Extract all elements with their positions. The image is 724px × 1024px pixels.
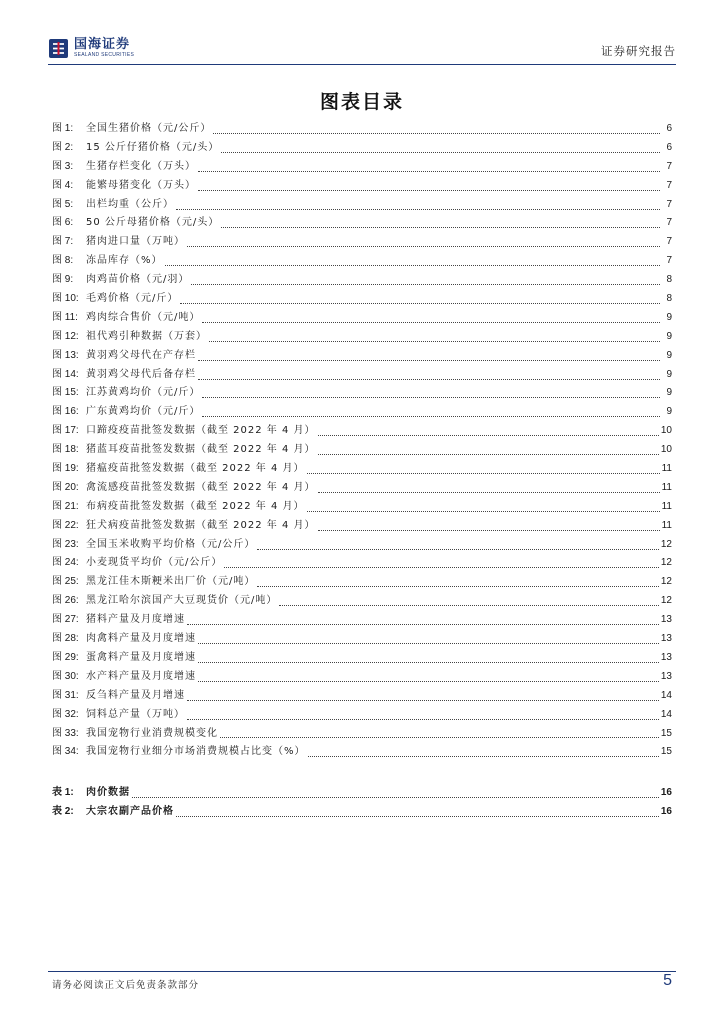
figure-entry[interactable] (52, 403, 672, 422)
entry-page-number: 14 (660, 689, 672, 701)
entry-number: 图 7: (52, 236, 74, 248)
figure-entry[interactable] (52, 743, 672, 762)
dot-leader (209, 341, 660, 342)
figure-entry[interactable] (52, 460, 672, 479)
entry-page-number: 7 (666, 179, 672, 191)
dot-leader (307, 511, 660, 512)
entry-title: 能繁母猪变化（万头） (86, 179, 196, 191)
entry-page-number: 15 (660, 746, 672, 758)
logo-en-text: SEALAND SECURITIES (74, 52, 135, 58)
figure-entry[interactable] (52, 196, 672, 215)
entry-number: 图 33: (52, 727, 79, 739)
entry-page-number: 10 (660, 425, 672, 437)
entry-page-number: 15 (660, 727, 672, 739)
dot-leader (180, 303, 660, 304)
figure-entry[interactable] (52, 366, 672, 385)
entry-title: 蛋禽料产量及月度增速 (86, 651, 196, 663)
entry-page-number: 6 (666, 141, 672, 153)
dot-leader (198, 379, 660, 380)
figure-entry[interactable] (52, 422, 672, 441)
entry-title: 反刍料产量及月增速 (86, 689, 185, 701)
entry-number: 图 15: (52, 387, 79, 399)
dot-leader (318, 435, 659, 436)
dot-leader (202, 322, 660, 323)
entry-number: 图 19: (52, 463, 79, 475)
figure-entry[interactable] (52, 290, 672, 309)
entry-title: 猪肉进口量（万吨） (86, 236, 185, 248)
entry-number: 图 6: (52, 217, 74, 229)
entry-title: 祖代鸡引种数据（万套） (86, 330, 207, 342)
dot-leader (191, 284, 660, 285)
figure-entry[interactable] (52, 347, 672, 366)
entry-number: 图 17: (52, 425, 79, 437)
figure-entry[interactable] (52, 252, 672, 271)
entry-page-number: 8 (666, 274, 672, 286)
entry-title: 15 公斤仔猪价格（元/头） (86, 141, 220, 153)
entry-number: 图 13: (52, 349, 79, 361)
dot-leader (202, 397, 660, 398)
entry-title: 黑龙江佳木斯粳米出厂价（元/吨） (86, 576, 256, 588)
entry-title: 黄羽鸡父母代后备存栏 (86, 368, 196, 380)
figure-entry[interactable] (52, 573, 672, 592)
figure-entry[interactable] (52, 177, 672, 196)
dot-leader (187, 624, 659, 625)
dot-leader (318, 530, 660, 531)
entry-number: 图 5: (52, 198, 74, 210)
entry-number: 图 31: (52, 689, 79, 701)
entry-title: 全国玉米收购平均价格（元/公斤） (86, 538, 256, 550)
entry-title: 毛鸡价格（元/斤） (86, 293, 179, 305)
dot-leader (132, 797, 659, 798)
entry-number: 图 21: (52, 500, 79, 512)
dot-leader (176, 816, 659, 817)
figure-entry[interactable] (52, 384, 672, 403)
entry-page-number: 11 (661, 500, 672, 512)
entry-title: 禽流感疫苗批签发数据（截至 2022 年 4 月） (86, 481, 316, 493)
entry-title: 饲料总产量（万吨） (86, 708, 185, 720)
entry-title: 水产料产量及月度增速 (86, 670, 196, 682)
dot-leader (220, 737, 659, 738)
entry-page-number: 12 (660, 576, 672, 588)
figure-entry[interactable] (52, 592, 672, 611)
dot-leader (187, 719, 659, 720)
entry-page-number: 9 (666, 311, 672, 323)
figure-entry[interactable] (52, 233, 672, 252)
entry-number: 图 10: (52, 293, 79, 305)
entry-page-number: 12 (660, 538, 672, 550)
entry-page-number: 7 (666, 255, 672, 267)
dot-leader (224, 567, 659, 568)
entry-page-number: 9 (666, 387, 672, 399)
figure-entry[interactable] (52, 309, 672, 328)
figure-entry[interactable] (52, 668, 672, 687)
entry-number: 图 29: (52, 651, 79, 663)
entry-title: 肉鸡苗价格（元/羽） (86, 274, 190, 286)
entry-number: 图 2: (52, 141, 74, 153)
figure-entry[interactable] (52, 706, 672, 725)
entry-page-number: 9 (666, 406, 672, 418)
dot-leader (165, 265, 660, 266)
figure-entry[interactable] (52, 139, 672, 158)
figure-entry[interactable] (52, 120, 672, 139)
entry-page-number: 9 (666, 330, 672, 342)
entry-number: 图 24: (52, 557, 79, 569)
dot-leader (308, 756, 659, 757)
dot-leader (198, 171, 660, 172)
entry-title: 肉禽料产量及月度增速 (86, 633, 196, 645)
entry-number: 图 3: (52, 160, 74, 172)
entry-page-number: 11 (661, 463, 672, 475)
entry-title: 出栏均重（公斤） (86, 198, 174, 210)
dot-leader (257, 586, 659, 587)
entry-number: 图 20: (52, 481, 79, 493)
dot-leader (213, 133, 660, 134)
entry-page-number: 9 (666, 349, 672, 361)
table-entry[interactable] (52, 784, 672, 803)
entry-title: 猪料产量及月度增速 (86, 614, 185, 626)
entry-title: 冻品库存（%） (86, 255, 163, 267)
entry-number: 图 8: (52, 255, 74, 267)
entry-number: 图 11: (52, 311, 78, 323)
dot-leader (176, 209, 660, 210)
figure-entry[interactable] (52, 158, 672, 177)
dot-leader (198, 360, 660, 361)
entry-number: 图 26: (52, 595, 79, 607)
figure-entry[interactable] (52, 214, 672, 233)
entry-title: 大宗农副产品价格 (86, 805, 174, 817)
entry-title: 小麦现货平均价（元/公斤） (86, 557, 223, 569)
entry-number: 图 27: (52, 614, 79, 626)
entry-page-number: 12 (660, 557, 672, 569)
entry-title: 肉价数据 (86, 787, 130, 798)
entry-number: 图 18: (52, 444, 79, 456)
entry-page-number: 7 (666, 217, 672, 229)
figure-entry[interactable] (52, 328, 672, 347)
figure-entry[interactable] (52, 649, 672, 668)
entry-number: 图 34: (52, 746, 79, 758)
dot-leader (257, 549, 659, 550)
dot-leader (307, 473, 660, 474)
entry-page-number: 7 (666, 160, 672, 172)
figure-entry[interactable] (52, 687, 672, 706)
entry-title: 猪蓝耳疫苗批签发数据（截至 2022 年 4 月） (86, 444, 316, 456)
entry-title: 猪瘟疫苗批签发数据（截至 2022 年 4 月） (86, 463, 305, 475)
entry-number: 表 1: (52, 787, 74, 798)
entry-number: 图 23: (52, 538, 79, 550)
figure-entry[interactable] (52, 536, 672, 555)
entry-page-number: 16 (660, 787, 672, 798)
entry-page-number: 13 (660, 614, 672, 626)
entry-title: 鸡肉综合售价（元/吨） (86, 311, 201, 323)
figure-entry[interactable] (52, 479, 672, 498)
entry-number: 图 16: (52, 406, 79, 418)
entry-title: 我国宠物行业细分市场消费规模占比变（%） (86, 746, 306, 758)
entry-page-number: 14 (660, 708, 672, 720)
entry-page-number: 11 (661, 481, 672, 493)
company-logo (48, 33, 134, 63)
entry-title: 江苏黄鸡均价（元/斤） (86, 387, 201, 399)
figure-entry[interactable] (52, 271, 672, 290)
page-header (48, 33, 676, 63)
table-entry[interactable] (52, 803, 672, 822)
entry-number: 图 22: (52, 519, 79, 531)
dot-leader (202, 416, 660, 417)
figure-entry[interactable] (52, 554, 672, 573)
entry-title: 全国生猪价格（元/公斤） (86, 123, 212, 134)
entry-title: 黑龙江哈尔滨国产大豆现货价（元/吨） (86, 595, 278, 607)
dot-leader (279, 605, 659, 606)
entry-number: 图 30: (52, 670, 79, 682)
figure-entry[interactable] (52, 498, 672, 517)
logo-cn-text: 国海证券 (74, 37, 131, 52)
entry-number: 图 12: (52, 330, 79, 342)
entry-page-number: 7 (666, 236, 672, 248)
dot-leader (198, 662, 659, 663)
entry-number: 图 14: (52, 368, 79, 380)
entry-page-number: 16 (660, 805, 672, 817)
figure-list (52, 120, 672, 762)
entry-page-number: 9 (666, 368, 672, 380)
entry-number: 图 4: (52, 179, 74, 191)
entry-number: 图 25: (52, 576, 79, 588)
entry-page-number: 6 (666, 123, 672, 134)
page-number: 5 (663, 972, 672, 989)
entry-title: 黄羽鸡父母代在产存栏 (86, 349, 196, 361)
figure-entry[interactable] (52, 517, 672, 536)
entry-page-number: 13 (660, 651, 672, 663)
table-list (52, 784, 672, 822)
entry-page-number: 10 (660, 444, 672, 456)
entry-page-number: 13 (660, 633, 672, 645)
dot-leader (221, 152, 660, 153)
report-type-label: 证券研究报告 (601, 44, 676, 58)
toc-title: 图表目录 (319, 91, 404, 113)
entry-title: 50 公斤母猪价格（元/头） (86, 217, 220, 229)
entry-page-number: 8 (666, 293, 672, 305)
sealand-logo-icon (48, 38, 69, 59)
entry-page-number: 11 (661, 519, 672, 531)
dot-leader (318, 454, 659, 455)
entry-title: 广东黄鸡均价（元/斤） (86, 406, 201, 418)
entry-number: 图 1: (52, 123, 74, 134)
entry-number: 图 9: (52, 274, 74, 286)
entry-title: 布病疫苗批签发数据（截至 2022 年 4 月） (86, 500, 305, 512)
figure-entry[interactable] (52, 630, 672, 649)
dot-leader (198, 681, 659, 682)
entry-page-number: 7 (666, 198, 672, 210)
entry-number: 图 32: (52, 708, 79, 720)
disclaimer-note: 请务必阅读正文后免责条款部分 (52, 980, 200, 991)
entry-title: 口蹄疫疫苗批签发数据（截至 2022 年 4 月） (86, 425, 316, 437)
dot-leader (198, 190, 660, 191)
dot-leader (187, 700, 659, 701)
dot-leader (318, 492, 660, 493)
entry-title: 生猪存栏变化（万头） (86, 160, 196, 172)
figure-entry[interactable] (52, 725, 672, 744)
entry-title: 狂犬病疫苗批签发数据（截至 2022 年 4 月） (86, 519, 316, 531)
dot-leader (198, 643, 659, 644)
dot-leader (221, 227, 660, 228)
figure-entry[interactable] (52, 611, 672, 630)
entry-number: 表 2: (52, 805, 74, 817)
entry-number: 图 28: (52, 633, 79, 645)
entry-page-number: 12 (660, 595, 672, 607)
entry-page-number: 13 (660, 670, 672, 682)
dot-leader (187, 246, 660, 247)
footer-divider (48, 971, 676, 972)
header-divider (48, 64, 676, 65)
figure-entry[interactable] (52, 441, 672, 460)
entry-title: 我国宠物行业消费规模变化 (86, 727, 218, 739)
